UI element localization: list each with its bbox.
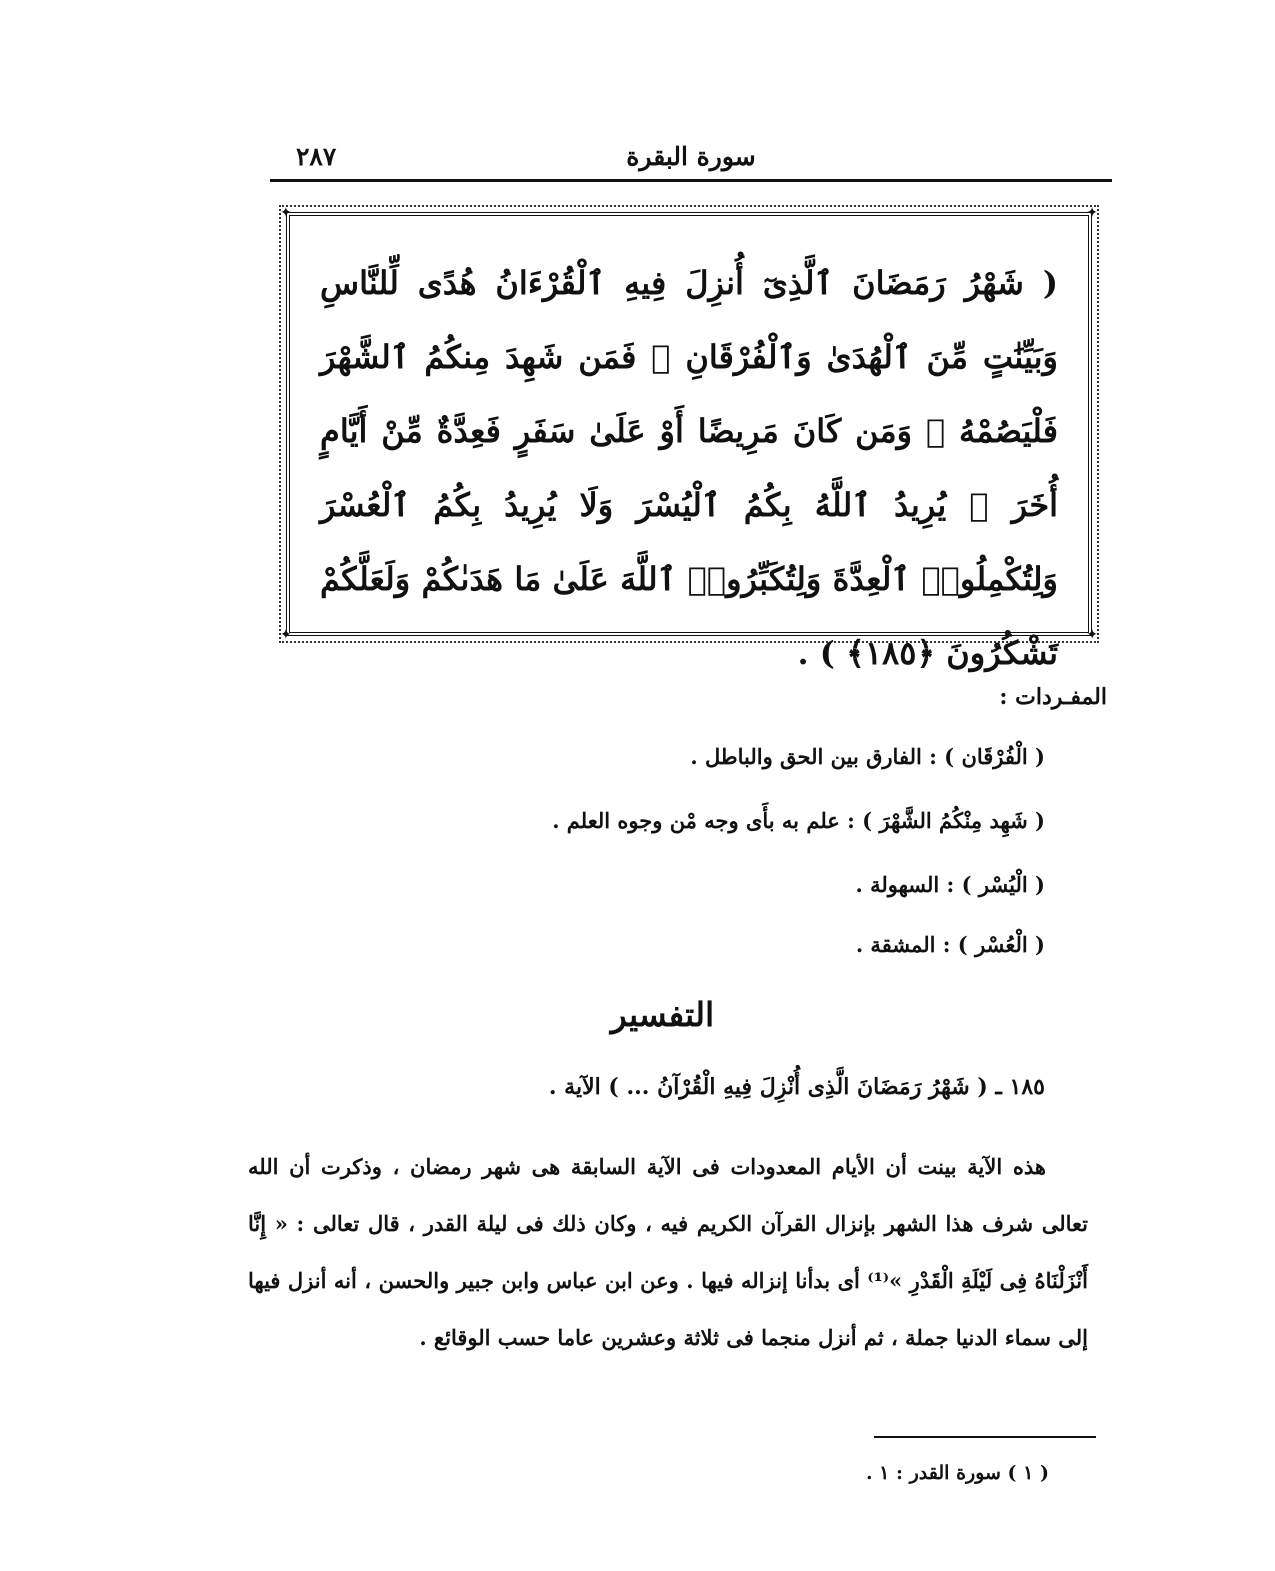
corner-ornament-icon: ✦: [280, 205, 292, 221]
vocabulary-title: المفـردات :: [999, 684, 1107, 710]
footnote-rule: [874, 1436, 1096, 1438]
vocabulary-meaning: الفارق بين الحق والباطل .: [690, 744, 922, 769]
vocabulary-term: ( الْيُسْر ) :: [939, 872, 1045, 897]
vocabulary-item: [690, 744, 1045, 769]
tafsir-paragraph: [248, 1138, 1088, 1366]
verse-reference: ١٨٥ ـ ( شَهْرُ رَمَضَانَ الَّذِى أُنْزِلَ فِيهِ الْقُرْآنُ ... ) الآية .: [548, 1074, 1045, 1100]
vocabulary-item: [855, 872, 1045, 897]
vocabulary-meaning: علم به بأَى وجه مْن وجوه العلم .: [552, 808, 840, 833]
vocabulary-item: [856, 932, 1045, 957]
vocabulary-term: ( الْعُسْر ) :: [935, 932, 1045, 957]
footnote: ( ١ ) سورة القدر : ١ .: [865, 1462, 1049, 1484]
tafsir-paragraph-text: هذه الآية بينت أن الأيام المعدودات فى الآية السابقة هى شهر رمضان ، وذكرت أن الله تعالى شرف هذا الشهر بإنزال القرآن الكريم فيه ، وكان ذلك فى ليلة القدر ، قال تعالى : « إِنَّا أَنْزَلْنَاهُ فِى لَيْلَةِ الْقَدْرِ »⁽¹⁾ أى بدأنا إنزاله فيها . وعن ابن عباس وابن جبير والحسن ، أنه أنزل فيها إلى سماء الدنيا جملة ، ثم أنزل منجما فى ثلاثة وعشرين عاما حسب الوقائع .: [248, 1154, 1088, 1350]
corner-ornament-icon: ✦: [280, 627, 292, 643]
page-header: [270, 138, 1112, 182]
page-number: ٢٨٧: [296, 142, 337, 171]
vocabulary-meaning: المشقة .: [855, 932, 936, 957]
vocabulary-meaning: السهولة .: [855, 872, 940, 897]
vocabulary-item: [552, 808, 1045, 833]
surah-name: سورة البقرة: [626, 142, 756, 171]
quran-verse: ( شَهْرُ رَمَضَانَ ٱلَّذِىٓ أُنزِلَ فِيهِ ٱلْقُرْءَانُ هُدًى لِّلنَّاسِ وَبَيِّنَٰتٍ مِّنَ ٱلْهُدَىٰ وَٱلْفُرْقَانِ ۚ فَمَن شَهِدَ مِنكُمُ ٱلشَّهْرَ فَلْيَصُمْهُ ۖ وَمَن كَانَ مَرِيضًا أَوْ عَلَىٰ سَفَرٍ فَعِدَّةٌ مِّنْ أَيَّامٍ أُخَرَ ۗ يُرِيدُ ٱللَّهُ بِكُمُ ٱلْيُسْرَ وَلَا يُرِيدُ بِكُمُ ٱلْعُسْرَ وَلِتُكْمِلُوا۟ ٱلْعِدَّةَ وَلِتُكَبِّرُوا۟ ٱللَّهَ عَلَىٰ مَا هَدَىٰكُمْ وَلَعَلَّكُمْ تَشْكُرُونَ ﴿١٨٥﴾ ) .: [320, 264, 1059, 672]
vocabulary-term: ( شَهِد مِنْكُمُ الشَّهْرَ ) :: [840, 808, 1045, 833]
tafsir-heading: التفسير: [610, 995, 715, 1034]
corner-ornament-icon: ✦: [1086, 627, 1098, 643]
header-rule: [270, 179, 1112, 182]
vocabulary-term: ( الْفُرْقَان ) :: [922, 744, 1045, 769]
corner-ornament-icon: ✦: [1086, 205, 1098, 221]
